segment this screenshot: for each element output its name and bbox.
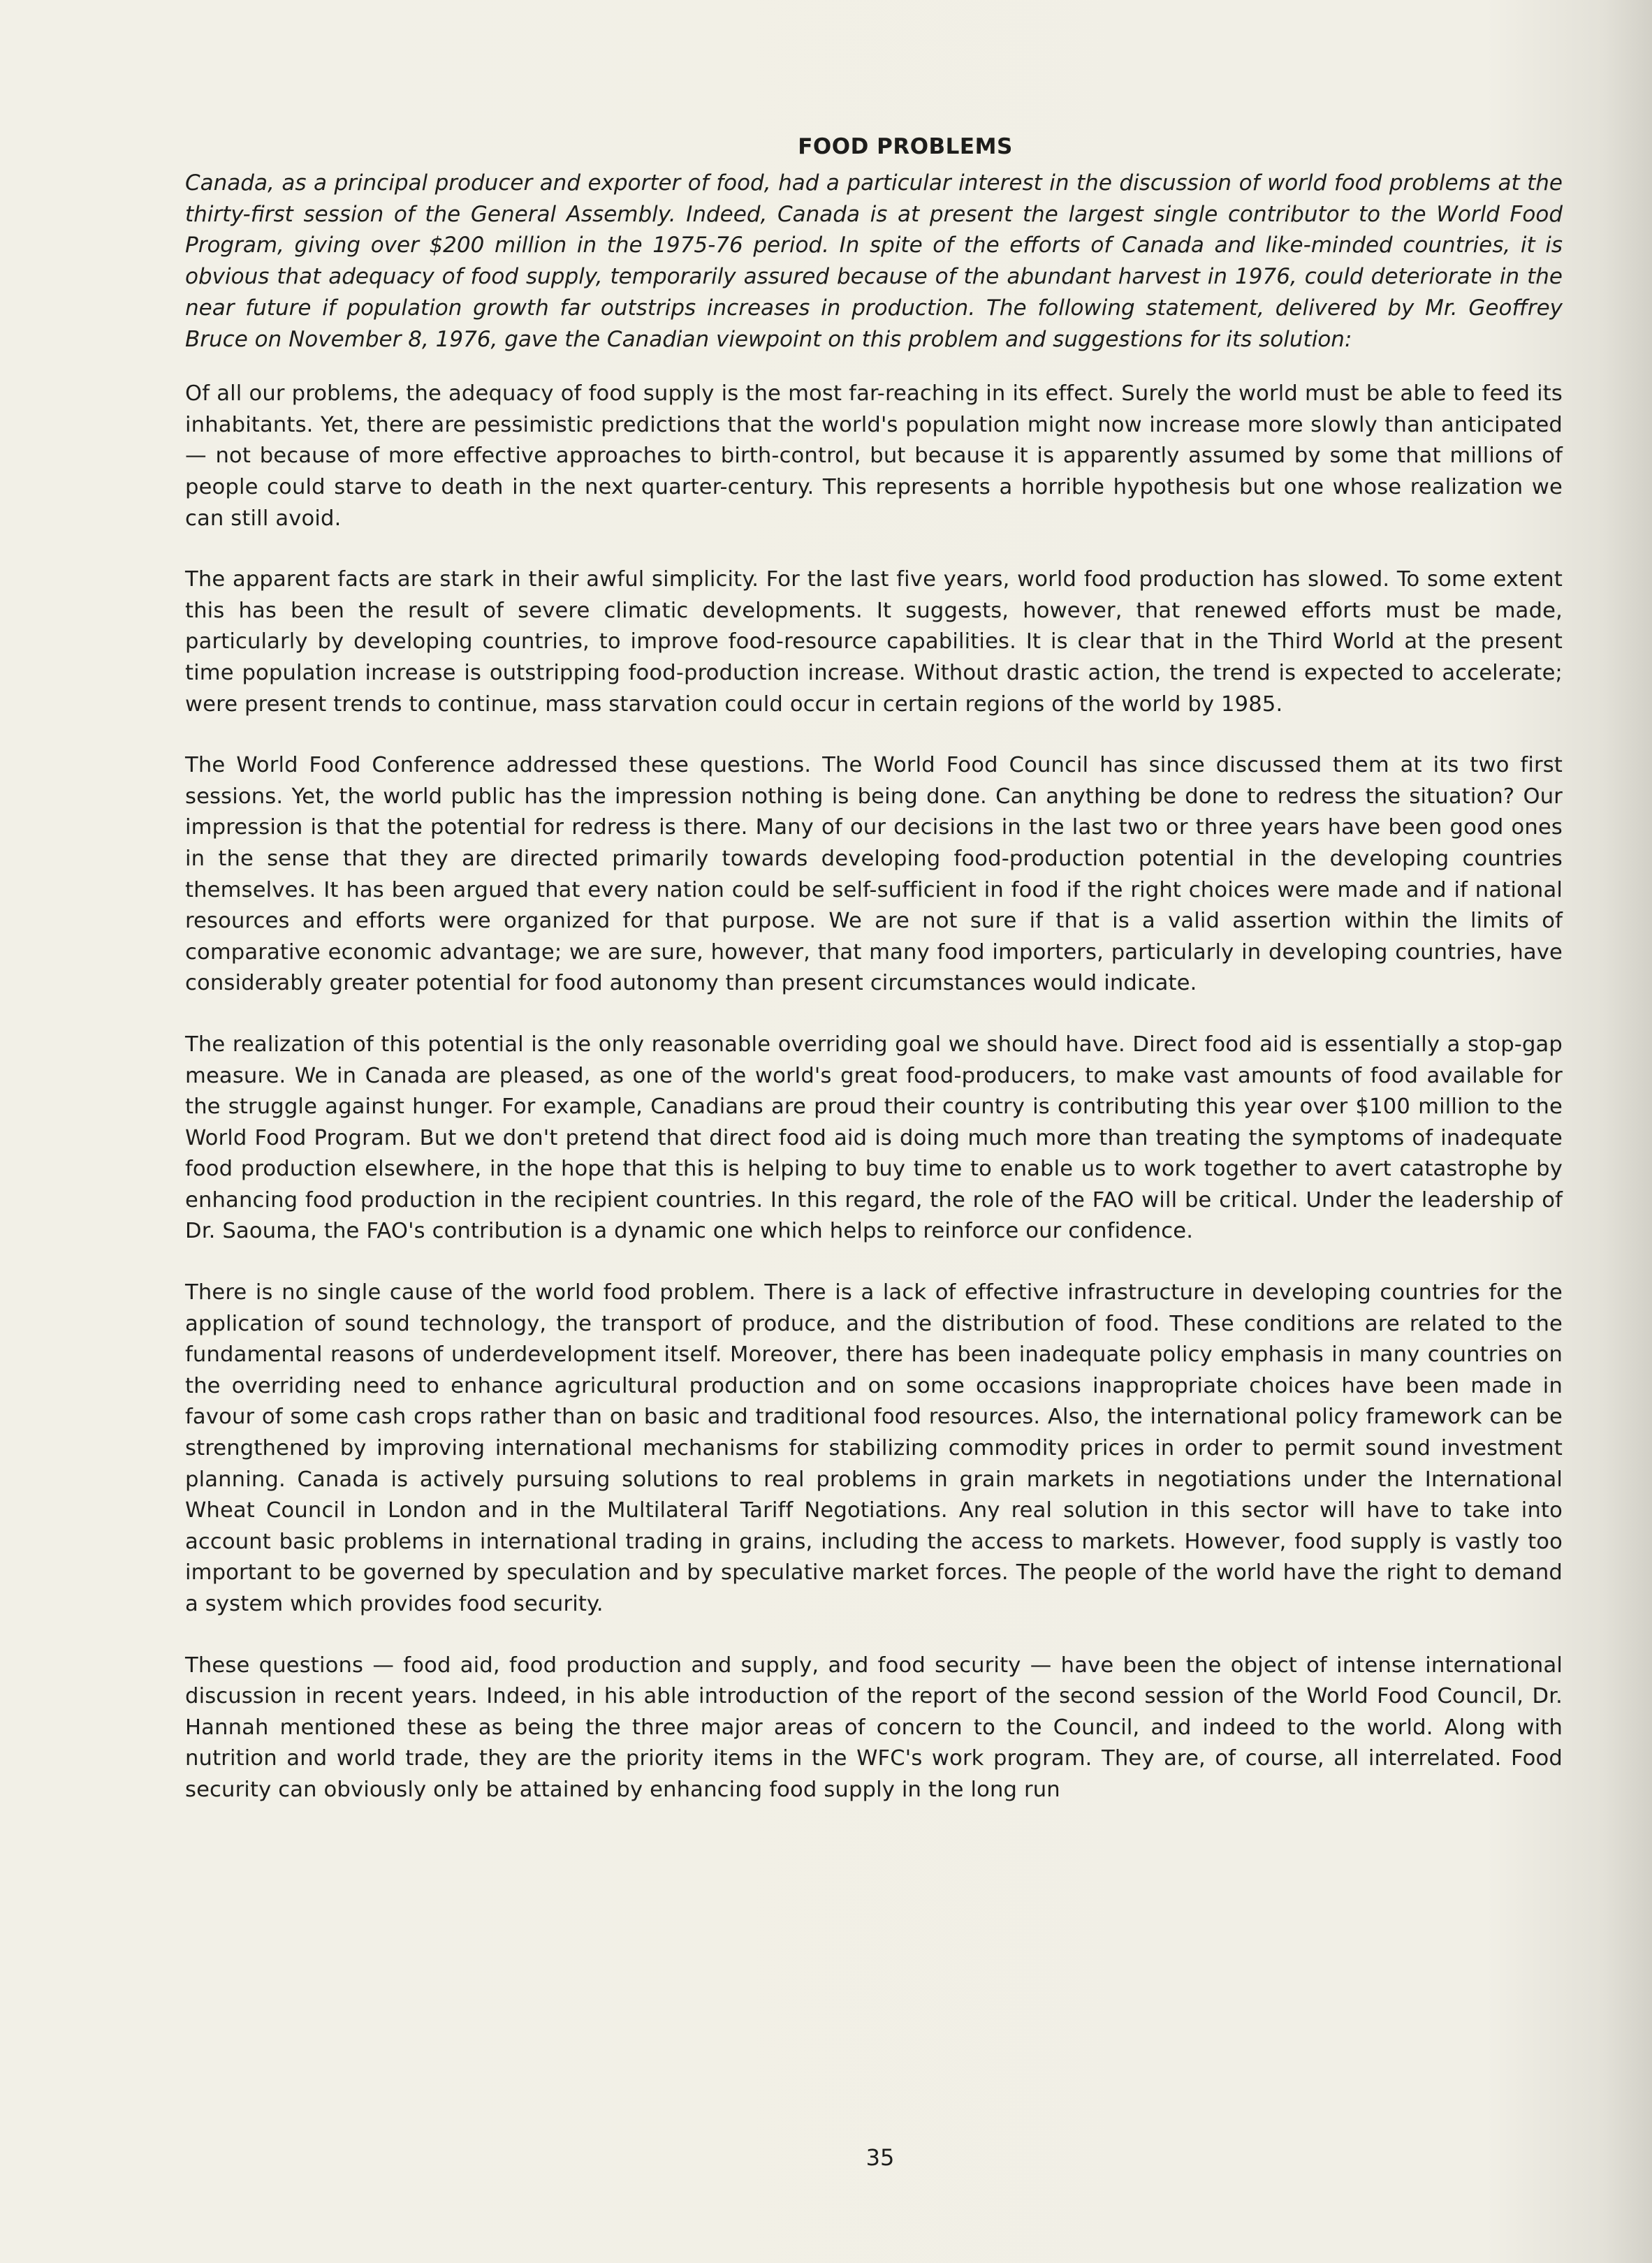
page-number: 35 — [865, 2144, 895, 2171]
body-paragraph-6: These questions — food aid, food production and supply, and food security — have been the object of intense international discussion in recent years. Indeed, in his able introduction of the report of the second session of the World Food Council, Dr. Hannah mentioned these as being the three major areas of concern to the Council, and indeed to the world. Along with nutrition and world trade, they are the priority items in the WFC's work program. They are, of course, all interrelated. Food security can obviously only be attained by enhancing food supply in the long run — [185, 1653, 1563, 1802]
body-paragraph-5: There is no single cause of the world food problem. There is a lack of effective infrastructure in developing countries for the application of sound technology, the transport of produce, and the distribution of food. These conditions are related to the fundamental reasons of underdevelopment itself. Moreover, there has been inadequate policy emphasis in many countries on the overriding need to enhance agricultural production and on some occasions inappropriate choices have been made in favour of some cash crops rather than on basic and traditional food resources. Also, the international policy framework can be strengthened by improving international mechanisms for stabilizing commodity prices in order to permit sound investment planning. Canada is actively pursuing solutions to real problems in grain markets in negotiations under the International Wheat Council in London and in the Multilateral Tariff Negotiations. Any real solution in this sector will have to take into account basic problems in international trading in grains, including the access to markets. However, food supply is vastly too important to be governed by speculation and by speculative market forces. The people of the world have the right to demand a system which provides food security. — [185, 1280, 1563, 1616]
body-paragraph-3: The World Food Conference addressed these questions. The World Food Council has since discussed them at its two first sessions. Yet, the world public has the impression nothing is being done. Can anything be done to redress the situation? Our impression is that the potential for redress is there. Many of our decisions in the last two or three years have been good ones in the sense that they are directed primarily towards developing food-production potential in the developing countries themselves. It has been argued that every nation could be self-sufficient in food if the right choices were made and if national resources and efforts were organized for that purpose. We are not sure if that is a valid assertion within the limits of comparative economic advantage; we are sure, however, that many food importers, particularly in developing countries, have considerably greater potential for food autonomy than present circumstances would indicate. — [185, 753, 1563, 996]
body-paragraph-4: The realization of this potential is the only reasonable overriding goal we should have. Direct food aid is essentially a stop-gap measure. We in Canada are pleased, as one of the world's great food-producers, to make vast amounts of food available for the struggle against hunger. For example, Canadians are proud their country is contributing this year over $100 million to the World Food Program. But we don't pretend that direct food aid is doing much more than treating the symptoms of inadequate food production elsewhere, in the hope that this is helping to buy time to enable us to work together to avert catastrophe by enhancing food production in the recipient countries. In this regard, the role of the FAO will be critical. Under the leadership of Dr. Saouma, the FAO's contribution is a dynamic one which helps to reinforce our confidence. — [185, 1032, 1563, 1244]
section-heading: FOOD PROBLEMS — [798, 134, 1013, 159]
body-paragraph-1: Of all our problems, the adequacy of food supply is the most far-reaching in its effect. Surely the world must be able to feed its inhabitants. Yet, there are pessimistic predictions that the world's population might now increase more slowly than anticipated — not because of more effective approaches to birth-control, but because it is apparently assumed by some that millions of people could starve to death in the next quarter-century. This represents a horrible hypothesis but one whose realization we can still avoid. — [185, 381, 1563, 531]
document-body — [185, 134, 1563, 1836]
body-paragraph-2: The apparent facts are stark in their awful simplicity. For the last five years, world food production has slowed. To some extent this has been the result of severe climatic developments. It suggests, however, that renewed efforts must be made, particularly by developing countries, to improve food-resource capabilities. It is clear that in the Third World at the present time population increase is outstripping food-production increase. Without drastic action, the trend is expected to accelerate; were present trends to continue, mass starvation could occur in certain regions of the world by 1985. — [185, 567, 1563, 717]
intro-paragraph: Canada, as a principal producer and exporter of food, had a particular interest in the discussion of world food problems at the thirty-first session of the General Assembly. Indeed, Canada is at present the largest single contributor to the World Food Program, giving over $200 million in the 1975-76 period. In spite of the efforts of Canada and like-minded countries, it is obvious that adequacy of food supply, temporarily assured because of the abundant harvest in 1976, could deteriorate in the near future if population growth far outstrips increases in production. The following statement, delivered by Mr. Geoffrey Bruce on November 8, 1976, gave the Canadian viewpoint on this problem and suggestions for its solution: — [185, 170, 1563, 352]
